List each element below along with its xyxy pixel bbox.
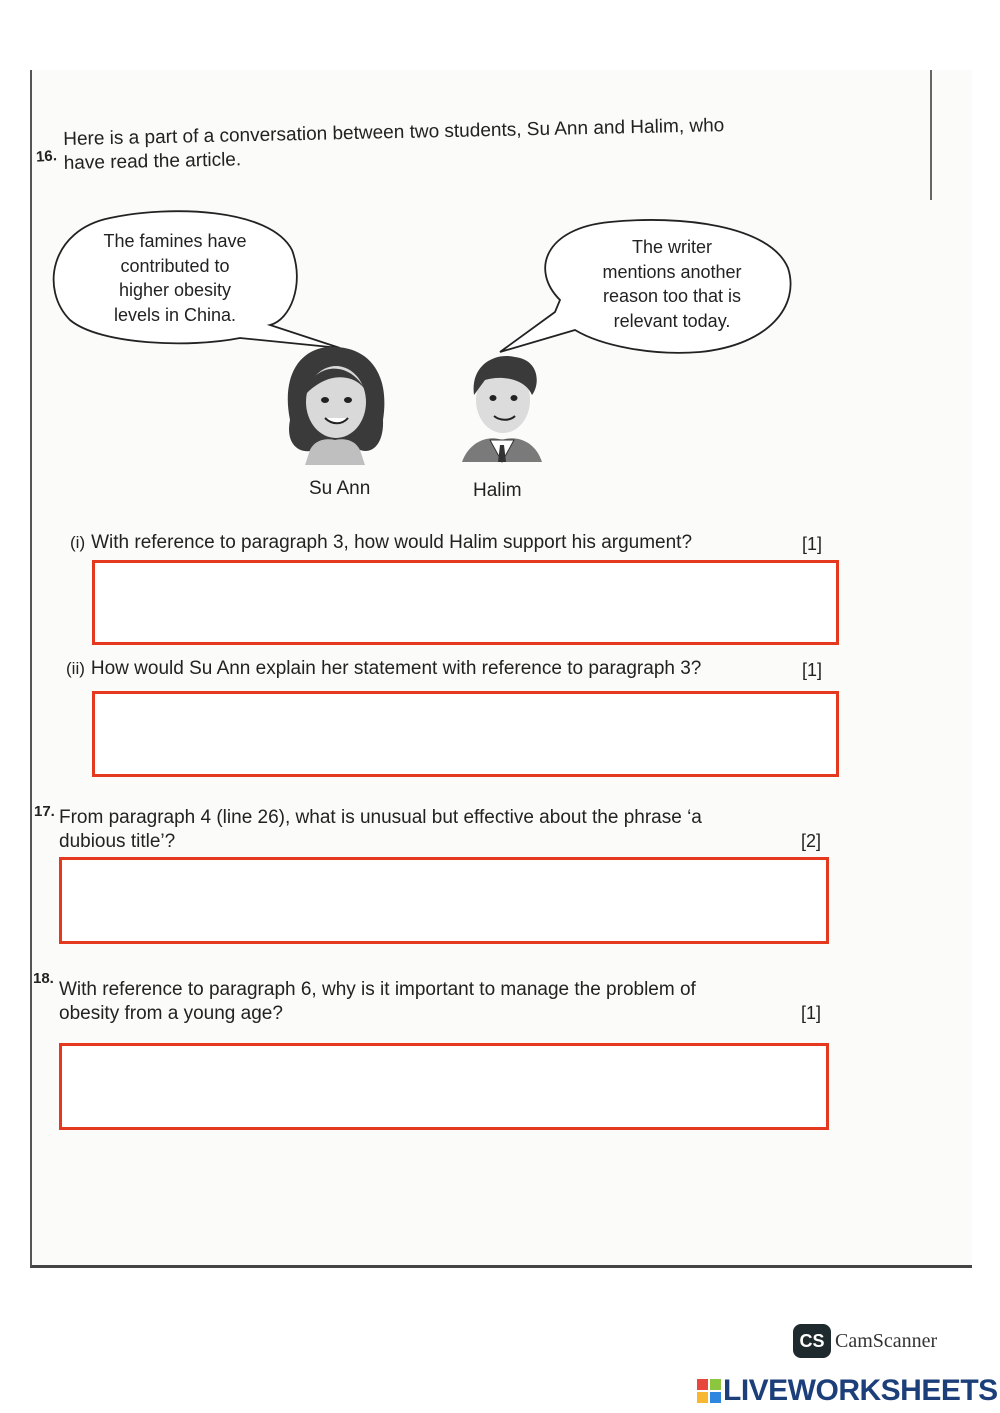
camscanner-watermark xyxy=(793,1324,937,1358)
bubble-left-line: contributed to xyxy=(120,255,230,276)
bubble-left-line: The famines have xyxy=(103,231,247,251)
part-ii-mark: [1] xyxy=(802,660,823,680)
part-ii-text: How would Su Ann explain her statement with reference to paragraph 3? xyxy=(90,658,702,679)
answer-box-16-i[interactable] xyxy=(92,560,839,645)
liveworksheets-logo-icon xyxy=(697,1379,721,1403)
answer-box-16-ii[interactable] xyxy=(92,691,839,777)
camscanner-logo-icon: CS xyxy=(793,1324,831,1358)
answer-box-18[interactable] xyxy=(59,1043,829,1130)
halim-avatar xyxy=(462,356,542,462)
question-17-line-2: dubious title’? xyxy=(59,831,176,852)
question-17-line-1: From paragraph 4 (line 26), what is unusual but effective about the phrase ‘a xyxy=(59,807,702,828)
bubble-right-line: reason too that is xyxy=(602,286,742,306)
question-17-number: 17. xyxy=(34,803,55,820)
part-i-label: (i) xyxy=(70,533,86,552)
question-16-part-i xyxy=(70,532,692,554)
camscanner-text: CamScanner xyxy=(835,1329,938,1352)
speech-bubble-right-text xyxy=(577,235,767,333)
question-16-part-ii xyxy=(66,658,701,680)
question-17-prompt xyxy=(59,806,702,854)
question-18-line-2: obesity from a young age? xyxy=(59,1003,283,1024)
liveworksheets-text: LIVEWORKSHEETS xyxy=(723,1374,998,1407)
part-i-mark: [1] xyxy=(802,534,823,554)
bubble-right-line: mentions another xyxy=(602,261,742,282)
question-18-mark: [1] xyxy=(801,1003,822,1023)
bubble-right-line: The writer xyxy=(631,237,712,257)
answer-box-17[interactable] xyxy=(59,857,829,944)
question-16-line-1: Here is a part of a conversation between two students, Su Ann and Halim, who xyxy=(63,115,725,150)
part-i-text: With reference to paragraph 3, how would Halim support his argument? xyxy=(91,532,693,553)
part-ii-label: (ii) xyxy=(66,659,85,678)
speech-bubble-left-text xyxy=(80,229,270,327)
question-16-line-2: have read the article. xyxy=(63,149,242,174)
su-ann-avatar xyxy=(288,347,385,465)
question-18-line-1: With reference to paragraph 6, why is it important to manage the problem of xyxy=(59,979,696,1000)
bubble-left-line: higher obesity xyxy=(118,280,232,300)
bubble-right-line: relevant today. xyxy=(613,310,731,331)
liveworksheets-watermark[interactable] xyxy=(697,1374,998,1408)
halim-name-label: Halim xyxy=(473,480,522,501)
question-17-mark: [2] xyxy=(801,831,822,851)
su-ann-name-label: Su Ann xyxy=(309,478,371,499)
question-18-prompt xyxy=(59,978,696,1026)
question-16-number: 16. xyxy=(35,147,58,166)
question-18-number: 18. xyxy=(33,970,54,987)
bubble-left-line: levels in China. xyxy=(113,304,237,325)
